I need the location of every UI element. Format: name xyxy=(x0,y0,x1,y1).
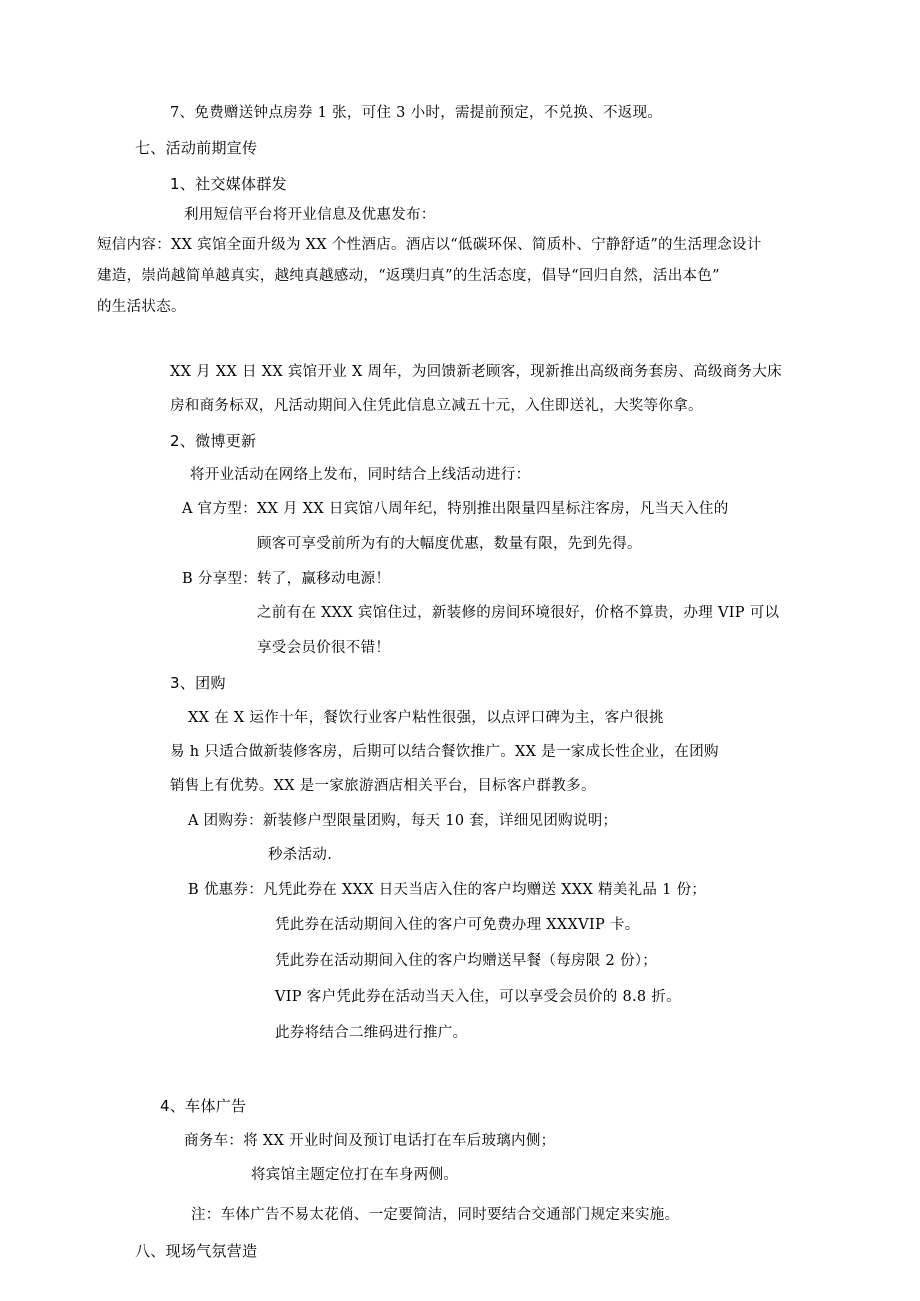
paragraph-text: VIP 客户凭此券在活动当天入住，可以享受会员价的 8.8 折。 xyxy=(275,989,681,1005)
paragraph-text: 享受会员价很不错！ xyxy=(257,640,391,656)
subsection-3-heading: 3、团购 xyxy=(170,674,226,692)
paragraph-text: B 分享型：转了，赢移动电源！ xyxy=(182,571,391,587)
paragraph-text: 秒杀活动. xyxy=(268,847,333,863)
paragraph-text: 此券将结合二维码进行推广。 xyxy=(275,1025,468,1041)
paragraph-text: A 团购券：新装修户型限量团购，每天 10 套，详细见团购说明； xyxy=(188,813,618,829)
paragraph-text: XX 月 XX 日 XX 宾馆开业 X 周年，为回馈新老顾客，现新推出高级商务套房、高级商务大床 xyxy=(170,364,782,380)
paragraph-text: 将宾馆主题定位打在车身两侧。 xyxy=(251,1167,459,1183)
paragraph-text: 顾客可享受前所为有的大幅度优惠，数量有限，先到先得。 xyxy=(257,536,642,552)
paragraph-text: 的生活状态。 xyxy=(97,299,186,315)
subsection-2-heading: 2、微博更新 xyxy=(170,432,257,450)
paragraph-text: 之前有在 XXX 宾馆住过，新装修的房间环境很好，价格不算贵，办理 VIP 可以 xyxy=(257,605,780,621)
paragraph-text: B 优惠券：凡凭此券在 XXX 日天当店入住的客户均赠送 XXX 精美礼品 1 份； xyxy=(188,882,707,898)
subsection-1-heading: 1、社交媒体群发 xyxy=(170,175,287,193)
paragraph-text: A 官方型：XX 月 XX 日宾馆八周年纪，特别推出限量四星标注客房，凡当天入住的 xyxy=(182,501,729,517)
paragraph-text: 利用短信平台将开业信息及优惠发布： xyxy=(184,207,436,223)
paragraph-text: 建造，崇尚越简单越真实，越纯真越感动，“返璞归真”的生活态度，倡导“回归自然，活出本色” xyxy=(97,268,720,284)
section-7-heading: 七、活动前期宣传 xyxy=(135,139,258,157)
paragraph-text: 将开业活动在网络上发布，同时结合上线活动进行： xyxy=(190,467,531,483)
paragraph-text: 注：车体广告不易太花俏、一定要简洁，同时要结合交通部门规定来实施。 xyxy=(191,1207,680,1223)
paragraph-text: 凭此券在活动期间入住的客户均赠送早餐（每房限 2 份）； xyxy=(275,953,658,969)
paragraph-text: 房和商务标双，凡活动期间入住凭此信息立减五十元，入住即送礼，大奖等你拿。 xyxy=(170,398,703,414)
section-8-heading: 八、现场气氛营造 xyxy=(135,1242,258,1260)
paragraph-text: 商务车：将 XX 开业时间及预订电话打在车后玻璃内侧； xyxy=(184,1133,556,1149)
paragraph-text: XX 在 X 运作十年，餐饮行业客户粘性很强，以点评口碑为主，客户很挑 xyxy=(188,710,664,726)
paragraph-text: 凭此券在活动期间入住的客户可免费办理 XXXVIP 卡。 xyxy=(275,917,640,933)
item-7-free-hourly-room: 7、免费赠送钟点房券 1 张，可住 3 小时，需提前预定，不兑换、不返现。 xyxy=(170,105,663,121)
paragraph-text: 易 h 只适合做新装修客房，后期可以结合餐饮推广。XX 是一家成长性企业，在团购 xyxy=(170,744,719,760)
subsection-4-heading: 4、车体广告 xyxy=(160,1097,247,1115)
paragraph-text: 销售上有优势。XX 是一家旅游酒店相关平台，目标客户群教多。 xyxy=(170,778,596,794)
paragraph-text: 短信内容：XX 宾馆全面升级为 XX 个性酒店。酒店以“低碳环保、简质朴、宁静舒适”的生活理念设计 xyxy=(97,237,762,253)
